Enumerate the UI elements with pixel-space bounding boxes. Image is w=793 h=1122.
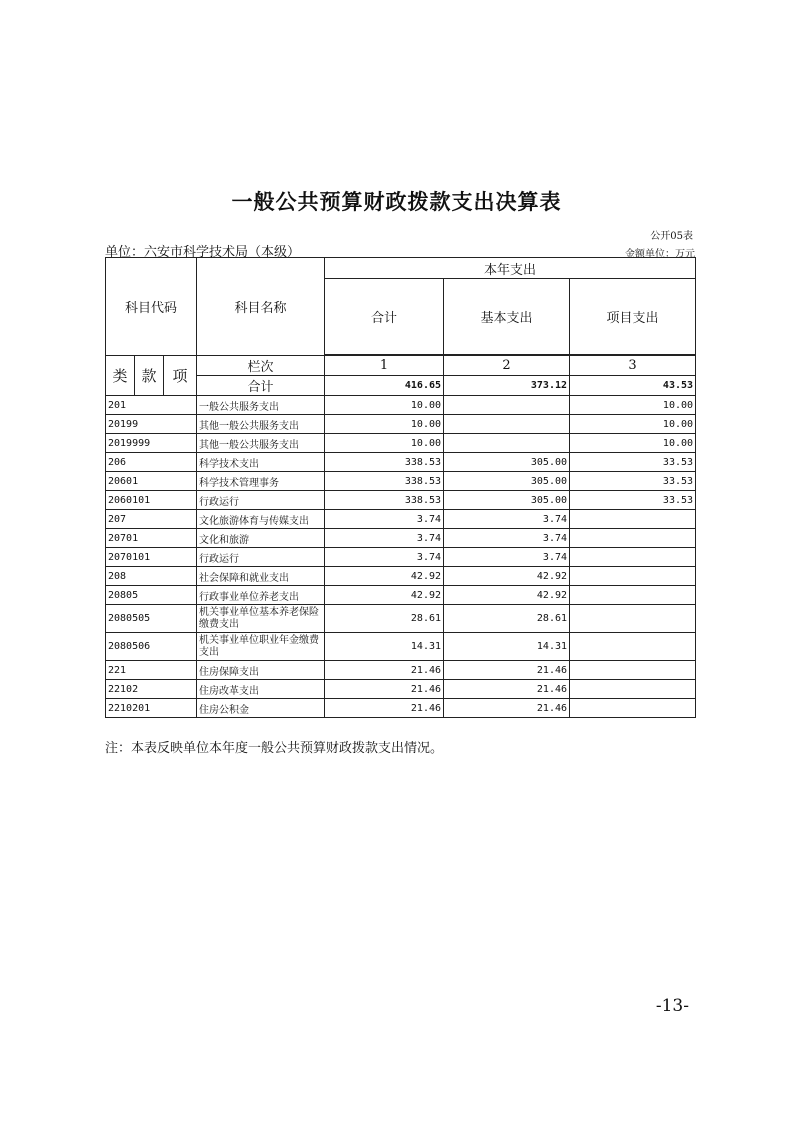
table-row [106, 605, 696, 633]
row-project: 10.00 [570, 415, 696, 434]
row-code: 20199 [106, 415, 197, 434]
row-basic [444, 415, 570, 434]
table-row [106, 510, 696, 529]
row-code: 2060101 [106, 491, 197, 510]
total-row-basic: 373.12 [444, 376, 570, 396]
row-basic: 42.92 [444, 567, 570, 586]
row-basic: 14.31 [444, 633, 570, 661]
row-code: 206 [106, 453, 197, 472]
row-basic [444, 396, 570, 415]
row-code: 2210201 [106, 699, 197, 718]
subject-code-header: 科目代码 [106, 258, 197, 356]
total-row-total: 416.65 [325, 376, 444, 396]
row-name: 机关事业单位基本养老保险缴费支出 [197, 605, 325, 633]
project-header: 项目支出 [570, 279, 696, 355]
row-project [570, 605, 696, 633]
unit-row [105, 240, 695, 258]
column-number-3: 3 [570, 356, 696, 376]
header-row-1 [106, 258, 696, 279]
row-basic: 3.74 [444, 548, 570, 567]
table-row [106, 434, 696, 453]
total-header: 合计 [325, 279, 444, 355]
row-project [570, 567, 696, 586]
row-code: 2019999 [106, 434, 197, 453]
row-name: 科学技术支出 [197, 453, 325, 472]
xiang-header: 项 [164, 356, 197, 396]
unit-label: 单位：六安市科学技术局（本级） [105, 245, 301, 260]
row-project [570, 510, 696, 529]
row-basic [444, 434, 570, 453]
row-total: 21.46 [325, 680, 444, 699]
amount-unit-label: 金额单位：万元 [625, 249, 695, 260]
row-name: 文化和旅游 [197, 529, 325, 548]
table-row [106, 699, 696, 718]
row-project [570, 529, 696, 548]
row-code: 221 [106, 661, 197, 680]
footnote: 注：本表反映单位本年度一般公共预算财政拨款支出情况。 [105, 741, 444, 756]
column-number-1: 1 [325, 356, 444, 376]
row-code: 20701 [106, 529, 197, 548]
column-label: 栏次 [197, 356, 325, 376]
row-total: 21.46 [325, 699, 444, 718]
total-row-label: 合计 [197, 376, 325, 396]
row-name: 住房公积金 [197, 699, 325, 718]
table-row [106, 415, 696, 434]
row-name: 一般公共服务支出 [197, 396, 325, 415]
column-number-2: 2 [444, 356, 570, 376]
row-basic: 42.92 [444, 586, 570, 605]
table-row [106, 396, 696, 415]
table-code: 公开05表 [650, 231, 693, 242]
row-code: 20805 [106, 586, 197, 605]
row-basic: 3.74 [444, 529, 570, 548]
row-basic: 3.74 [444, 510, 570, 529]
table-row [106, 633, 696, 661]
row-total: 3.74 [325, 510, 444, 529]
kuan-header: 款 [135, 356, 164, 396]
row-name: 文化旅游体育与传媒支出 [197, 510, 325, 529]
row-name: 行政事业单位养老支出 [197, 586, 325, 605]
row-basic: 305.00 [444, 472, 570, 491]
row-project [570, 699, 696, 718]
row-name: 行政运行 [197, 491, 325, 510]
row-total: 338.53 [325, 453, 444, 472]
row-name: 其他一般公共服务支出 [197, 415, 325, 434]
table-row [106, 548, 696, 567]
row-basic: 21.46 [444, 699, 570, 718]
row-basic: 21.46 [444, 680, 570, 699]
row-code: 207 [106, 510, 197, 529]
row-code: 2070101 [106, 548, 197, 567]
row-name: 行政运行 [197, 548, 325, 567]
column-number-row [106, 356, 696, 376]
row-project: 33.53 [570, 453, 696, 472]
row-code: 201 [106, 396, 197, 415]
row-basic: 28.61 [444, 605, 570, 633]
row-name: 科学技术管理事务 [197, 472, 325, 491]
table-row [106, 472, 696, 491]
row-code: 2080506 [106, 633, 197, 661]
row-total: 3.74 [325, 529, 444, 548]
row-basic: 21.46 [444, 661, 570, 680]
table-row [106, 567, 696, 586]
row-total: 338.53 [325, 472, 444, 491]
row-name: 社会保障和就业支出 [197, 567, 325, 586]
total-row-project: 43.53 [570, 376, 696, 396]
row-total: 42.92 [325, 567, 444, 586]
row-code: 208 [106, 567, 197, 586]
row-project: 10.00 [570, 396, 696, 415]
row-total: 10.00 [325, 434, 444, 453]
row-project: 33.53 [570, 491, 696, 510]
row-total: 42.92 [325, 586, 444, 605]
row-project [570, 633, 696, 661]
row-name: 其他一般公共服务支出 [197, 434, 325, 453]
page-title: 一般公共预算财政拨款支出决算表 [231, 189, 562, 214]
row-project [570, 661, 696, 680]
row-total: 3.74 [325, 548, 444, 567]
row-project [570, 586, 696, 605]
row-total: 21.46 [325, 661, 444, 680]
row-project: 33.53 [570, 472, 696, 491]
row-name: 住房改革支出 [197, 680, 325, 699]
table-row [106, 661, 696, 680]
expenditure-table [105, 257, 696, 718]
row-code: 22102 [106, 680, 197, 699]
table-row [106, 680, 696, 699]
current-year-header: 本年支出 [325, 258, 696, 279]
row-code: 2080505 [106, 605, 197, 633]
row-total: 28.61 [325, 605, 444, 633]
table-row [106, 491, 696, 510]
row-project [570, 680, 696, 699]
page-number: -13- [655, 996, 689, 1016]
row-total: 10.00 [325, 396, 444, 415]
row-total: 338.53 [325, 491, 444, 510]
row-project: 10.00 [570, 434, 696, 453]
row-name: 住房保障支出 [197, 661, 325, 680]
row-total: 10.00 [325, 415, 444, 434]
lei-header: 类 [106, 356, 135, 396]
table-row [106, 586, 696, 605]
row-basic: 305.00 [444, 453, 570, 472]
subject-name-header: 科目名称 [197, 258, 325, 356]
table-row [106, 529, 696, 548]
table-row [106, 453, 696, 472]
row-total: 14.31 [325, 633, 444, 661]
row-basic: 305.00 [444, 491, 570, 510]
row-code: 20601 [106, 472, 197, 491]
row-project [570, 548, 696, 567]
basic-header: 基本支出 [444, 279, 570, 355]
row-name: 机关事业单位职业年金缴费支出 [197, 633, 325, 661]
